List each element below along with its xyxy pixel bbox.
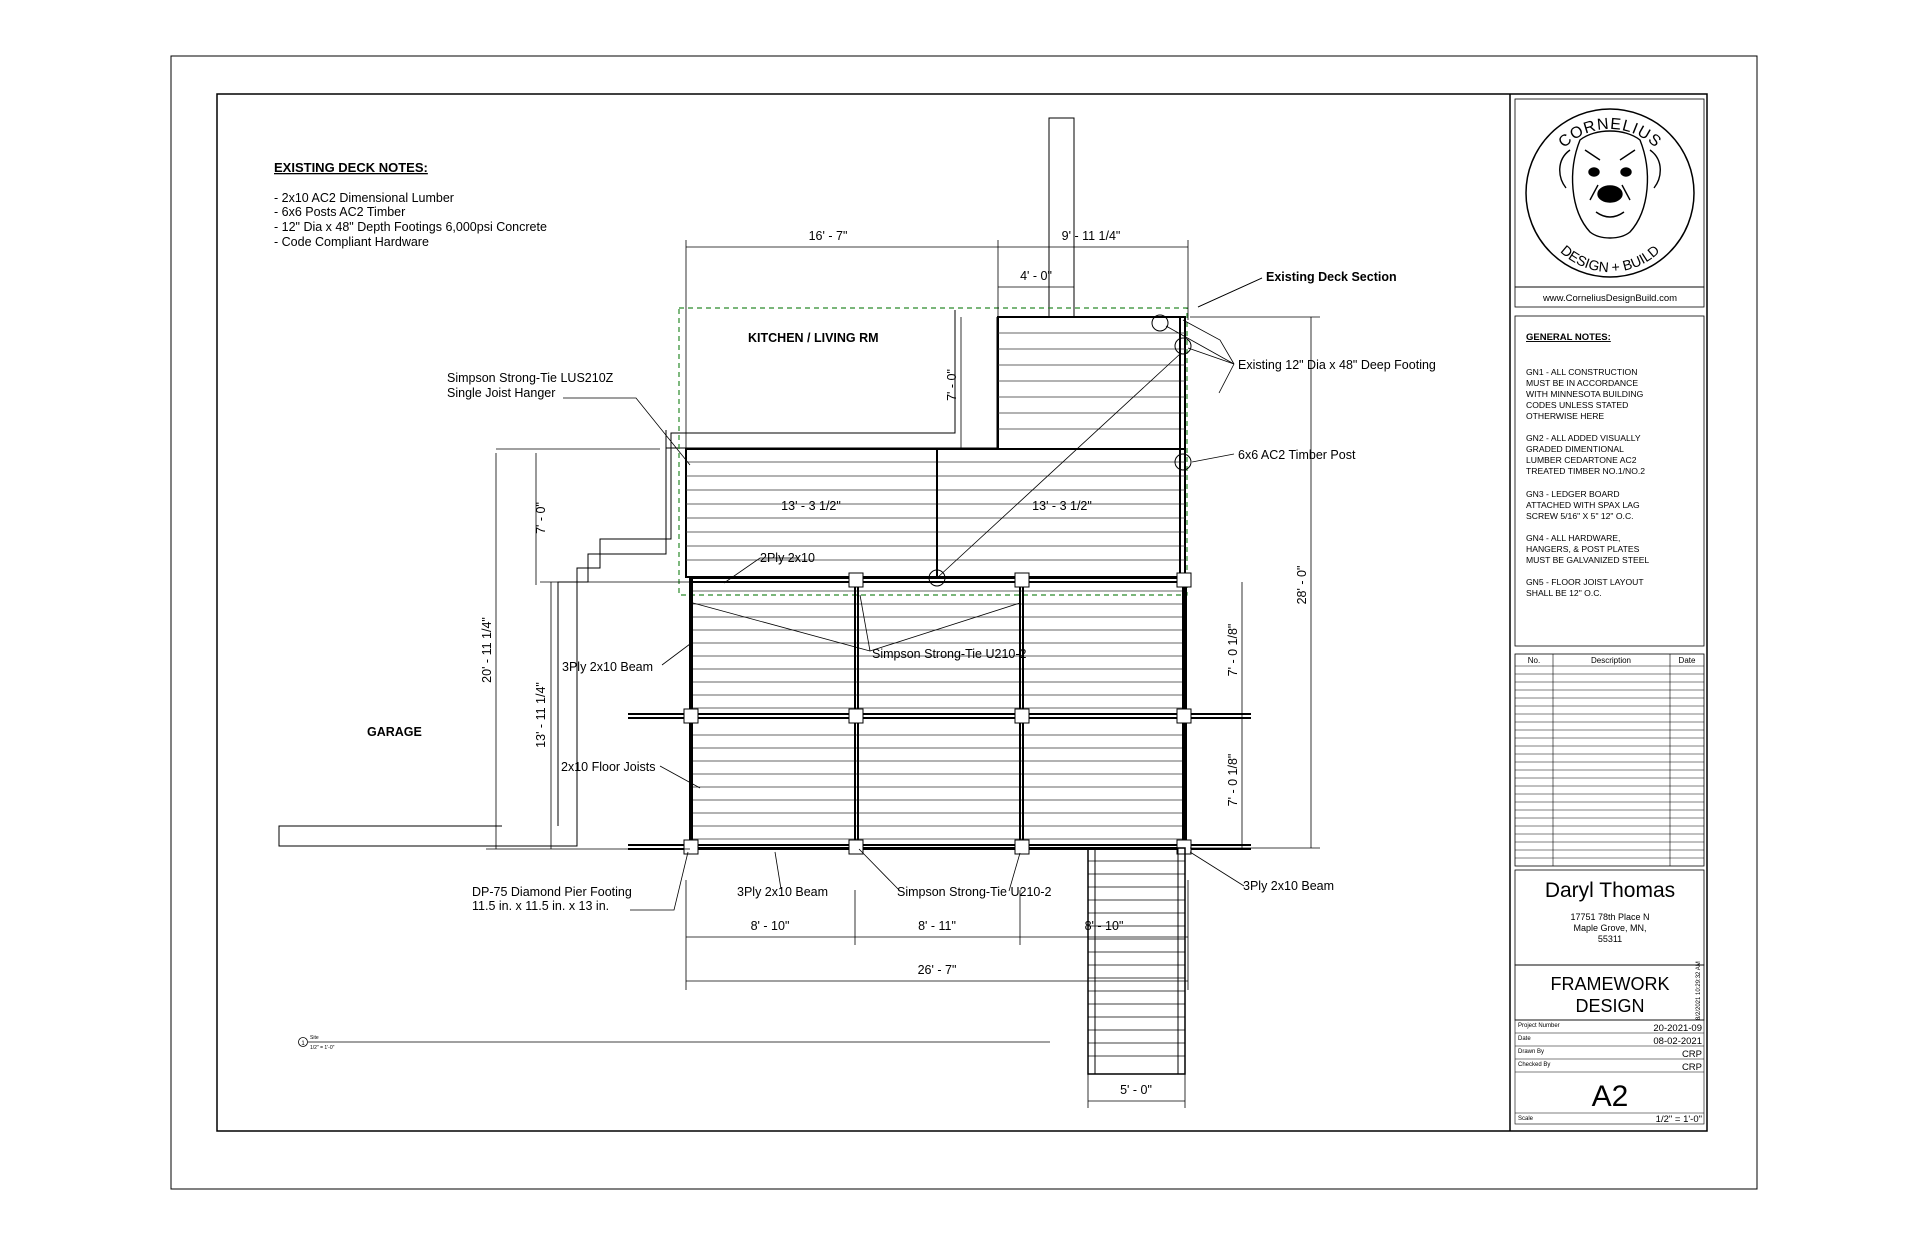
dim-thirteen-right: 13' - 3 1/2" [1032,499,1092,513]
callout-pier-line1: DP-75 Diamond Pier Footing [472,885,632,899]
callout-existing-footing: Existing 12" Dia x 48" Deep Footing [1238,358,1436,372]
gn5-l2: SHALL BE 12" O.C. [1526,588,1602,598]
revision-rows [1515,666,1704,858]
callout-two-ply: 2Ply 2x10 [760,551,815,565]
existing-footing-2 [1175,338,1191,354]
gn5-l1: GN5 - FLOOR JOIST LAYOUT [1526,577,1644,587]
gn1-l1: GN1 - ALL CONSTRUCTION [1526,367,1638,377]
field-label-date: Date [1518,1036,1531,1042]
sheet-number: A2 [1591,1080,1629,1113]
gn1-l3: WITH MINNESOTA BUILDING [1526,389,1644,399]
logo-text-top: CORNELIUS [1555,115,1665,152]
dim-four-ft: 4' - 0" [1020,269,1052,283]
dim-thirteen-11: 13' - 11 1/4" [534,682,548,748]
view-tag-scale: 1/2" = 1'-0" [310,1045,335,1051]
callout-beam-left: 3Ply 2x10 Beam [562,660,654,674]
beams [628,578,1251,849]
callout-pier-line2: 11.5 in. x 11.5 in. x 13 in. [472,899,610,913]
scale-value: 1/2" = 1'-0" [1655,1114,1702,1125]
callout-timber-post: 6x6 AC2 Timber Post [1238,448,1356,462]
dim-seven-eighth-lower: 7' - 0 1/8" [1226,753,1240,807]
callout-beam-right: 3Ply 2x10 Beam [1243,879,1335,893]
print-stamp: 8/2/2021 10:29:32 AM [1696,961,1702,1020]
address-line2: Maple Grove, MN, [1573,923,1647,933]
callout-u210-upper: Simpson Strong-Tie U210-2 [872,647,1027,661]
deck-note-3: - 12" Dia x 48" Depth Footings 6,000psi Concrete [274,220,547,234]
gn2-l2: GRADED DIMENTIONAL [1526,444,1624,454]
callout-leaders [563,278,1262,910]
rev-header-desc: Description [1590,656,1632,665]
dim-stair: 5' - 0" [1120,1083,1152,1097]
stairs [1088,848,1185,1074]
field-label-drawn: Drawn By [1518,1049,1545,1055]
dim-twenty: 20' - 11 1/4" [480,617,494,683]
field-value-project: 20-2021-09 [1653,1023,1702,1034]
client-name: Daryl Thomas [1544,879,1676,902]
callout-beam-bottom: 3Ply 2x10 Beam [737,885,829,899]
deck-notes [274,160,547,249]
deck-note-1: - 2x10 AC2 Dimensional Lumber [274,191,454,205]
dim-bay3: 8' - 10" [1084,919,1124,933]
general-notes-title: GENERAL NOTES: [1526,332,1611,343]
logo-text-bottom: DESIGN + BUILD [1557,241,1663,276]
callout-lus-line2: Single Joist Hanger [447,386,556,400]
gn3-l3: SCREW 5/16" X 5" 12" O.C. [1526,511,1634,521]
existing-deck [679,308,1191,595]
dim-seven-left: 7' - 0" [534,502,548,534]
dim-seven-eighth-upper: 7' - 0 1/8" [1226,623,1240,677]
callout-floor-joists: 2x10 Floor Joists [561,760,656,774]
room-kitchen: KITCHEN / LIVING RM [748,331,879,345]
dim-top-right: 9' - 11 1/4" [1061,229,1121,243]
gn2-l1: GN2 - ALL ADDED VISUALLY [1526,433,1641,443]
website: www.CorneliusDesignBuild.com [1542,293,1678,304]
field-label-checked: Checked By [1518,1062,1551,1068]
callout-lus-line1: Simpson Strong-Tie LUS210Z [447,371,614,385]
gn4-l3: MUST BE GALVANIZED STEEL [1526,555,1650,565]
new-deck [628,573,1251,854]
gn2-l3: LUMBER CEDARTONE AC2 [1526,455,1637,465]
deck-notes-title: EXISTING DECK NOTES: [274,160,428,175]
rev-header-no: No. [1527,656,1541,665]
dim-bay1: 8' - 10" [750,919,790,933]
gn1-l4: CODES UNLESS STATED [1526,400,1629,410]
field-value-checked: CRP [1681,1062,1702,1073]
dog-logo-icon [1560,131,1661,238]
existing-deck-boards-upper [998,333,1185,429]
gn1-l2: MUST BE IN ACCORDANCE [1526,378,1639,388]
deck-note-2: - 6x6 Posts AC2 Timber [274,205,406,219]
field-label-project: Project Number [1518,1023,1560,1029]
dim-twentyeight: 28' - 0" [1295,565,1309,605]
view-tag-number: 1 [301,1041,305,1047]
dim-top-left: 16' - 7" [808,229,848,243]
dim-seven-upper: 7' - 0" [945,369,959,401]
view-tag [299,1035,1051,1051]
dim-bay2: 8' - 11" [918,919,956,933]
dim-thirteen-left: 13' - 3 1/2" [781,499,841,513]
address-line1: 17751 78th Place N [1570,912,1650,922]
title-block [1515,99,1704,1125]
existing-deck-boards-lower [686,462,1185,560]
field-value-drawn: CRP [1681,1049,1702,1060]
view-tag-name: Site [310,1035,319,1041]
drawing-title-line1: FRAMEWORK [1550,974,1670,994]
address-line3: 55311 [1597,934,1623,944]
field-value-date: 08-02-2021 [1653,1036,1702,1047]
rev-header-date: Date [1678,656,1696,665]
room-garage: GARAGE [367,725,422,739]
gn4-l2: HANGERS, & POST PLATES [1526,544,1640,554]
gn1-l5: OTHERWISE HERE [1526,411,1605,421]
gn4-l1: GN4 - ALL HARDWARE, [1526,533,1621,543]
scale-label: Scale [1518,1116,1534,1122]
drawing-title-line2: DESIGN [1575,996,1645,1016]
dim-total: 26' - 7" [917,963,957,977]
callout-existing-deck: Existing Deck Section [1266,270,1397,284]
deck-note-4: - Code Compliant Hardware [274,235,429,249]
gn2-l4: TREATED TIMBER NO.1/NO.2 [1526,466,1646,476]
gn3-l1: GN3 - LEDGER BOARD [1526,489,1620,499]
callout-u210-lower: Simpson Strong-Tie U210-2 [897,885,1052,899]
drawing-border [217,94,1707,1131]
gn3-l2: ATTACHED WITH SPAX LAG [1526,500,1640,510]
